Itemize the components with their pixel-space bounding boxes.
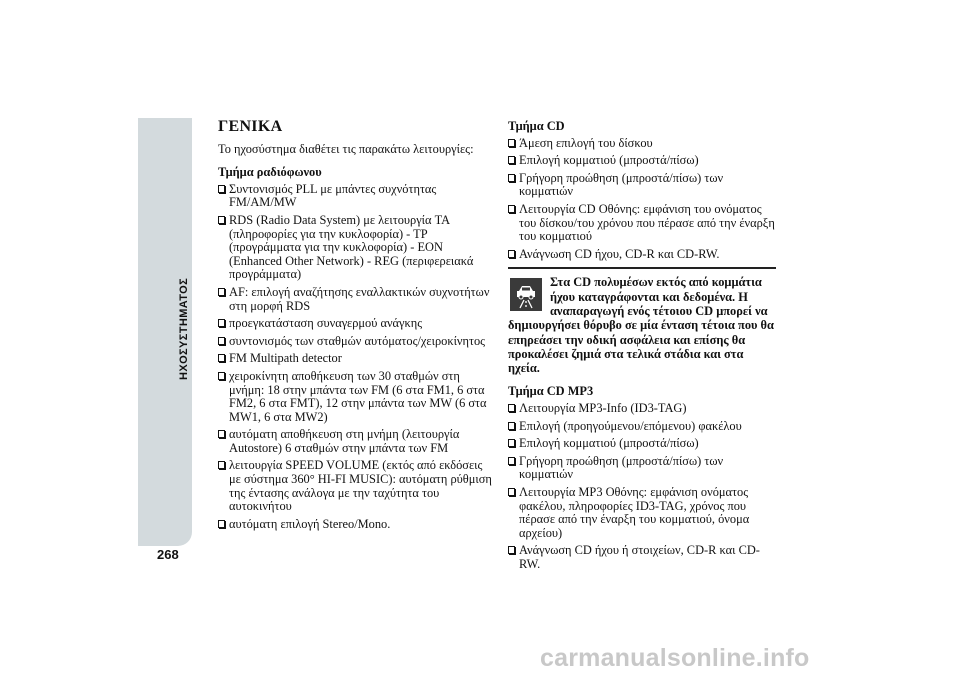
list-item: αυτόματη επιλογή Stereo/Mono.: [218, 518, 496, 532]
radio-feature-list: [218, 183, 496, 532]
warning-divider: [508, 267, 776, 269]
list-item: Επιλογή κομματιού (μπροστά/πίσω): [508, 437, 776, 451]
list-item: Γρήγορη προώθηση (μπροστά/πίσω) των κομματιών: [508, 172, 776, 199]
list-item: Συντονισμός PLL με μπάντες συχνότητας FM/AM/MW: [218, 183, 496, 210]
mp3-feature-list: [508, 402, 776, 572]
mp3-section-heading: Τμήμα CD MP3: [508, 384, 594, 399]
list-item: Επιλογή (προηγούμενου/επόμενου) φακέλου: [508, 420, 776, 434]
list-item: Λειτουργία CD Οθόνης: εμφάνιση του ονόματος του δίσκου/του χρόνου που πέρασε από την έναρξη του κομματιού: [508, 203, 776, 244]
list-item: Επιλογή κομματιού (μπροστά/πίσω): [508, 154, 776, 168]
list-item: συντονισμός των σταθμών αυτόματος/χειροκίνητος: [218, 335, 496, 349]
list-item: αυτόματη αποθήκευση στη μνήμη (λειτουργία Autostore) 6 σταθμών στην μπάντα των FM: [218, 428, 496, 455]
cd-section-heading: Τμήμα CD: [508, 119, 565, 133]
list-item: χειροκίνητη αποθήκευση των 30 σταθμών στη μνήμη: 18 στην μπάντα των FM (6 στα FM1, 6 στα FM2, 6 στα FMT), 12 στην μπάντα των MW (6 στα MW1, 6 στα MW2): [218, 370, 496, 424]
list-item: Ανάγνωση CD ήχου ή στοιχείων, CD-R και CD-RW.: [508, 544, 776, 571]
cd-feature-list: [508, 137, 776, 262]
list-item: προεγκατάσταση συναγερμού ανάγκης: [218, 317, 496, 331]
intro-text: Το ηχοσύστημα διαθέτει τις παρακάτω λειτουργίες:: [218, 141, 474, 156]
warning-box: [508, 267, 776, 375]
right-column: [508, 120, 776, 576]
list-item: Λειτουργία MP3 Οθόνης: εμφάνιση ονόματος φακέλου, πληροφορίες ID3-TAG, χρόνος που πέρασε από την έναρξη του κομματιού, όνομα αρχείου): [508, 486, 776, 540]
list-item: FM Multipath detector: [218, 352, 496, 366]
sidebar-section-title: [178, 360, 190, 380]
radio-section-heading: Τμήμα ραδιόφωνου: [218, 165, 322, 180]
page-number: 268: [157, 547, 179, 562]
list-item: Άμεση επιλογή του δίσκου: [508, 137, 776, 151]
warning-text: Στα CD πολυμέσων εκτός από κομμάτια ήχου καταγράφονται και δεδομένα. Η αναπαραγωγή ενός τέτοιου CD μπορεί να δημιουργήσει θόρυβο σε μία ένταση τέτοια που θα επηρεάσει την οδική ασφάλεια και επίσης θα προκαλέσει ζημιά στα τελικά στάδια και στα ηχεία.: [508, 275, 774, 376]
list-item: Λειτουργία MP3-Info (ID3-TAG): [508, 402, 776, 416]
list-item: AF: επιλογή αναζήτησης εναλλακτικών συχνοτήτων στη μορφή RDS: [218, 286, 496, 313]
section-heading: ΓΕΝΙΚΑ: [218, 118, 283, 135]
list-item: λειτουργία SPEED VOLUME (εκτός από εκδόσεις με σύστημα 360° HI-FI MUSIC): αυτόματη ρύθμιση της έντασης ανάλογα με την ταχύτητα του αυτοκινήτου: [218, 459, 496, 513]
list-item: Ανάγνωση CD ήχου, CD-R και CD-RW.: [508, 248, 776, 262]
left-column: [218, 120, 496, 535]
list-item: Γρήγορη προώθηση (μπροστά/πίσω) των κομματιών: [508, 455, 776, 482]
warning-car-icon: [510, 278, 542, 311]
list-item: RDS (Radio Data System) με λειτουργία TA (πληροφορίες για την κυκλοφορία) - TP (προγράμματα για την κυκλοφορία) - EON (Enhanced Other Network) - REG (περιφερειακά προγράμματα): [218, 214, 496, 282]
watermark: carmanualsonline.info: [540, 644, 810, 672]
